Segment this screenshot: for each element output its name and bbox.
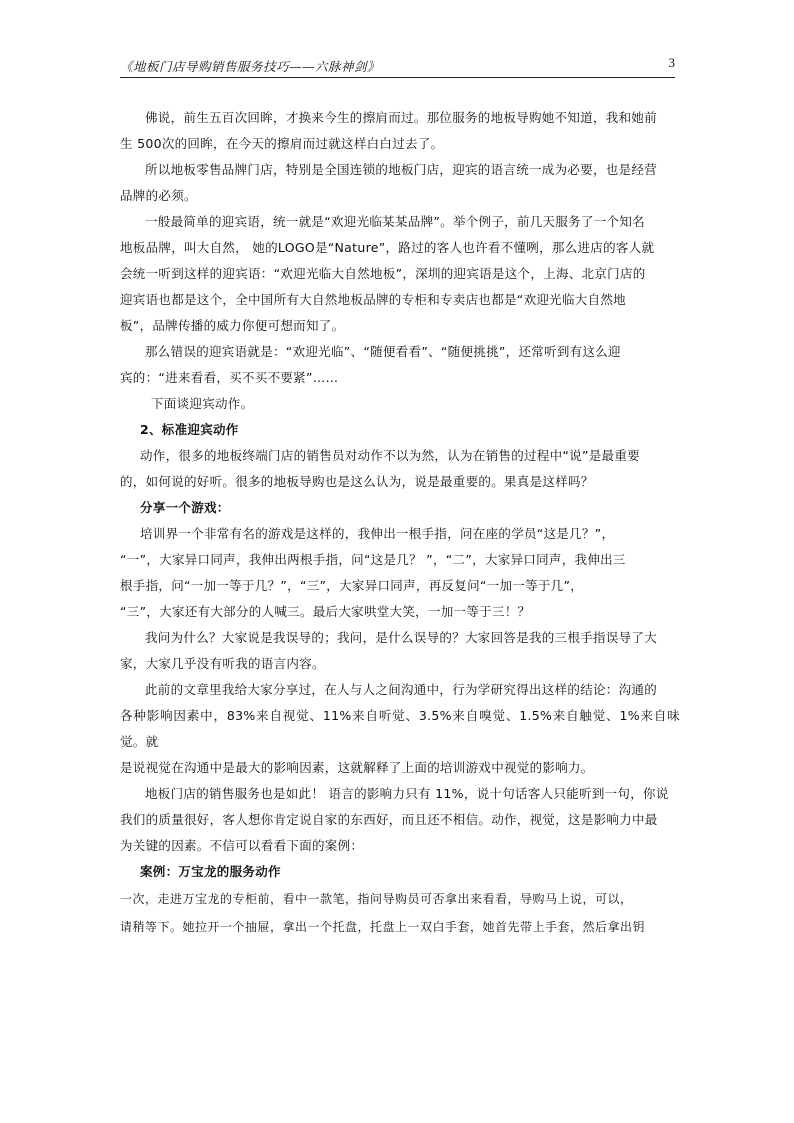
- text-line: 培训界一个非常有名的游戏是这样的，我伸出一根手指，问在座的学员“这是几？”，: [140, 526, 615, 541]
- text-line: 为关键的因素。不信可以看看下面的案例：: [120, 838, 364, 853]
- text-line: 会统一听到这样的迎宾语：“欢迎光临大自然地板”，深圳的迎宾语是这个，上海、北京门店的: [120, 266, 646, 281]
- text-line: 一般最简单的迎宾语，统一就是“欢迎光临某某品牌”。举个例子，前几天服务了一个知名: [145, 214, 645, 229]
- text-line: 案例：万宝龙的服务动作: [140, 864, 281, 879]
- text-line: 是说视觉在沟通中是最大的影响因素，这就解释了上面的培训游戏中视觉的影响力。: [120, 760, 594, 775]
- page-header: [120, 55, 675, 78]
- text-line: 我们的质量很好，客人想你肯定说自家的东西好，而且还不相信。动作，视觉，这是影响力中最: [120, 812, 658, 827]
- text-line: 迎宾语也都是这个，全中国所有大自然地板品牌的专柜和专卖店也都是“欢迎光临大自然地: [120, 292, 626, 307]
- text-line: 宾的：“进来看看，买不买不要紧”……: [120, 370, 339, 385]
- text-line: “一”，大家异口同声，我伸出两根手指，问“这是几？ ”，“二”，大家异口同声，我伸出三: [120, 552, 626, 567]
- page-number: 3: [668, 55, 675, 70]
- text-line: 家，大家几乎没有听我的语言内容。: [120, 656, 325, 671]
- text-line: 所以地板零售品牌门店，特别是全国连锁的地板门店，迎宾的语言统一成为必要，也是经营: [145, 162, 658, 177]
- text-line: 的，如何说的好听。很多的地板导购也是这么认为，说是最重要的。果真是这样吗？: [120, 474, 594, 489]
- text-line: 各种影响因素中，83%来自视觉、11%来自听觉、3.5%来自嗅觉、1.5%来自触觉、1%来自味觉。就: [120, 708, 680, 749]
- text-line: 板”，品牌传播的威力你便可想而知了。: [120, 318, 345, 333]
- text-line: 下面谈迎宾动作。: [151, 396, 254, 411]
- header-title: 《地板门店导购销售服务技巧——六脉神剑》: [120, 59, 381, 74]
- text-line: 一次，走进万宝龙的专柜前，看中一款笔，指问导购员可否拿出来看看，导购马上说，可以，: [120, 892, 633, 906]
- text-line: 生 500次的回眸，在今天的擦肩而过就这样白白过去了。: [120, 136, 444, 151]
- text-line: 地板门店的销售服务也是如此！ 语言的影响力只有 11%，说十句话客人只能听到一句，你说: [145, 786, 669, 801]
- text-line: 动作，很多的地板终端门店的销售员对动作不以为然，认为在销售的过程中“说”是最重要: [140, 448, 640, 463]
- text-line: 此前的文章里我给大家分享过，在人与人之间沟通中，行为学研究得出这样的结论：沟通的: [145, 682, 658, 697]
- text-line: 2、标准迎宾动作: [140, 422, 239, 437]
- text-line: 请稍等下。她拉开一个抽屉，拿出一个托盘，托盘上一双白手套，她首先带上手套，然后拿出钥: [120, 920, 646, 934]
- text-line: 地板品牌，叫大自然， 她的LOGO是“Nature”，路过的客人也许看不懂咧，那么进店的客人就: [120, 240, 655, 255]
- text-line: 分享一个游戏：: [140, 500, 230, 515]
- text-line: 佛说，前生五百次回眸，才换来今生的擦肩而过。那位服务的地板导购她不知道，我和她前: [145, 110, 658, 125]
- text-line: “三”，大家还有大部分的人喊三。最后大家哄堂大笑，一加一等于三！？: [120, 604, 531, 619]
- text-line: 根手指，问“一加一等于几？”，“三”，大家异口同声，再反复问“一加一等于几”，: [120, 578, 584, 593]
- text-line: 我问为什么？大家说是我误导的；我问，是什么误导的？大家回答是我的三根手指误导了大: [145, 630, 658, 645]
- document-body: [120, 105, 680, 941]
- text-line: 品牌的必须。: [120, 188, 197, 203]
- text-line: 那么错误的迎宾语就是：“欢迎光临”、“随便看看”、“随便挑挑”，还常听到有这么迎: [145, 344, 621, 359]
